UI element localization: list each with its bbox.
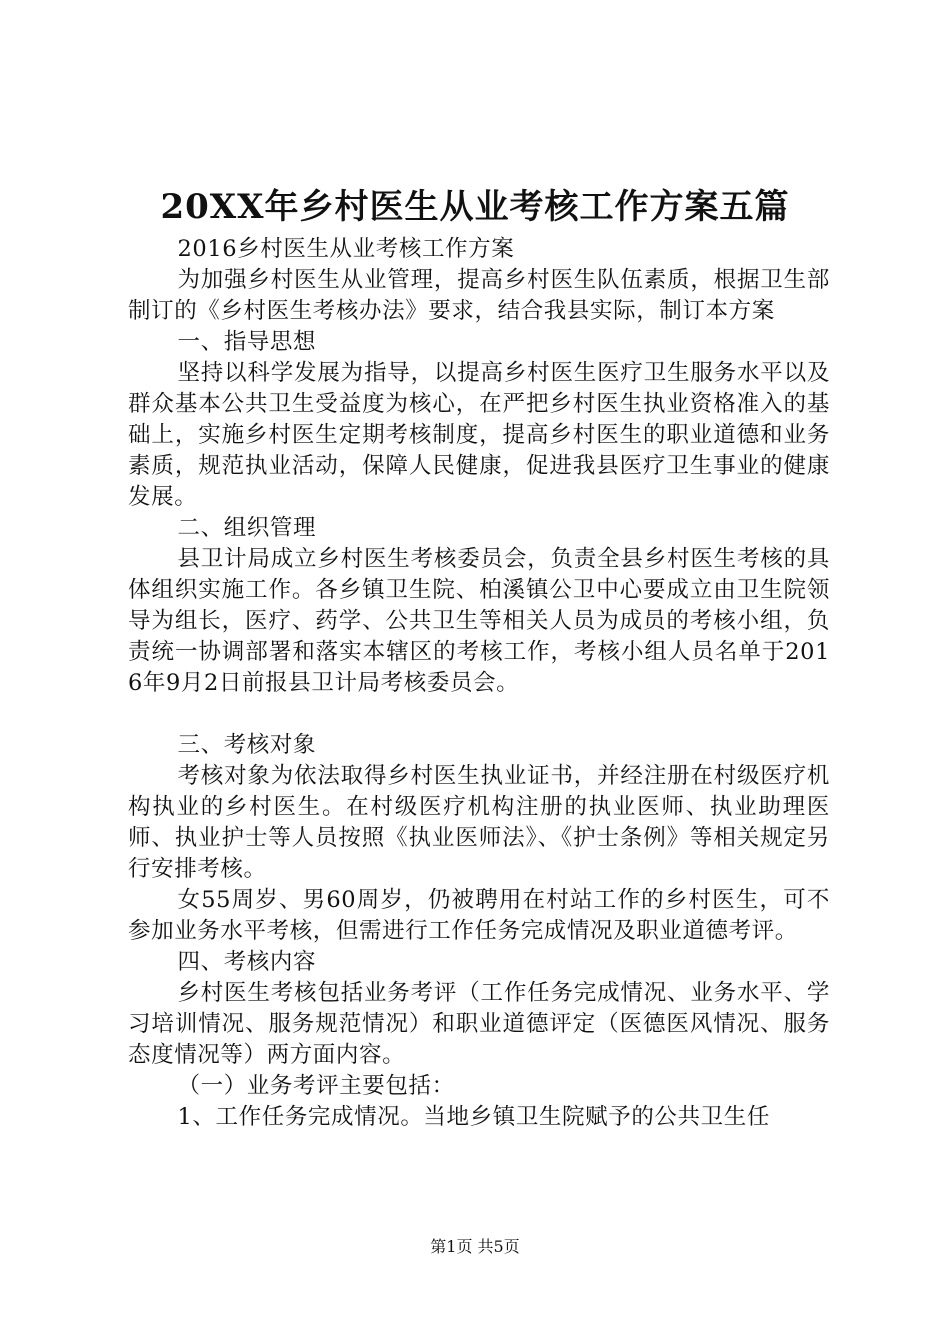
intro-paragraph: 为加强乡村医生从业管理，提高乡村医生队伍素质，根据卫生部制订的《乡村医生考核办法》要求，结合我县实际，制订本方案: [128, 267, 830, 324]
age-exemption-paragraph: 女55周岁、男60周岁，仍被聘用在村站工作的乡村医生，可不参加业务水平考核，但需进行工作任务完成情况及职业道德考评。: [128, 887, 830, 944]
section-heading-assessment-targets: 三、考核对象: [177, 732, 317, 758]
guiding-thought-paragraph: 坚持以科学发展为指导，以提高乡村医生医疗卫生服务水平以及群众基本公共卫生受益度为核心，在严把乡村医生执业资格准入的基础上，实施乡村医生定期考核制度，提高乡村医生的职业道德和业务素质，规范执业活动，保障人民健康，促进我县医疗卫生事业的健康发展。: [128, 360, 830, 510]
page-footer: 第1页 共5页: [430, 1237, 520, 1256]
subsection-heading-business-review: （一）业务考评主要包括：: [177, 1073, 455, 1099]
section-heading-guiding-thought: 一、指导思想: [177, 329, 317, 355]
assessment-content-paragraph: 乡村医生考核包括业务考评（工作任务完成情况、业务水平、学习培训情况、服务规范情况）和职业道德评定（医德医风情况、服务态度情况等）两方面内容。: [128, 980, 830, 1068]
section-heading-assessment-content: 四、考核内容: [177, 949, 317, 975]
document-title: 20XX年乡村医生从业考核工作方案五篇: [160, 187, 790, 227]
organization-paragraph: 县卫计局成立乡村医生考核委员会，负责全县乡村医生考核的具体组织实施工作。各乡镇卫生院、柏溪镇公卫中心要成立由卫生院领导为组长，医疗、药学、公共卫生等相关人员为成员的考核小组，负责统一协调部署和落实本辖区的考核工作，考核小组人员名单于2016年9月2日前报县卫计局考核委员会。: [128, 546, 830, 696]
document-body: [128, 234, 830, 1133]
list-item-task-completion: 1、工作任务完成情况。当地乡镇卫生院赋予的公共卫生任: [177, 1104, 770, 1130]
subtitle-paragraph: 2016乡村医生从业考核工作方案: [177, 236, 515, 262]
assessment-targets-paragraph: 考核对象为依法取得乡村医生执业证书，并经注册在村级医疗机构执业的乡村医生。在村级医疗机构注册的执业医师、执业助理医师、执业护士等人员按照《执业医师法》、《护士条例》等相关规定另行安排考核。: [128, 763, 830, 882]
section-heading-organization: 二、组织管理: [177, 515, 317, 541]
